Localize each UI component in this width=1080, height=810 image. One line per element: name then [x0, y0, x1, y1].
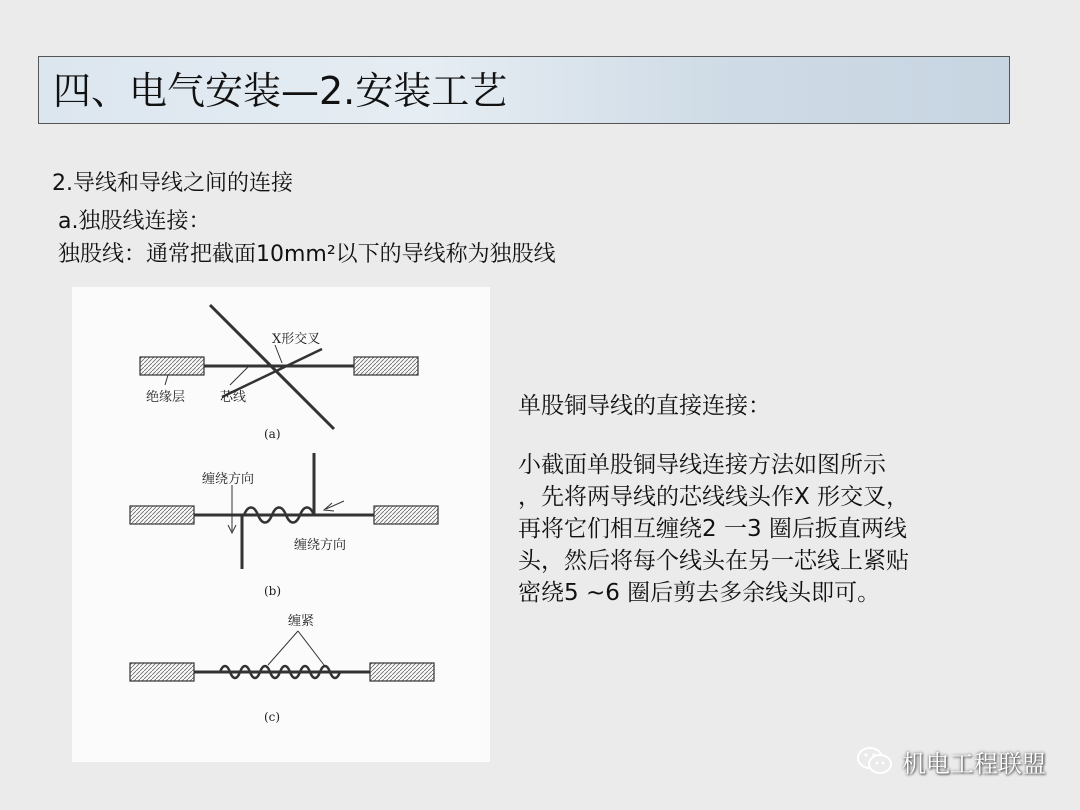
insulation-right-c	[370, 663, 434, 681]
description-line-4: 头，然后将每个线头在另一芯线上紧贴	[518, 548, 909, 574]
section-heading: 2.导线和导线之间的连接	[52, 171, 293, 196]
sub-heading: a.独股线连接：	[58, 209, 211, 234]
definition-text: 独股线：通常把截面10mm²以下的导线称为独股线	[58, 242, 556, 267]
label-insulation: 绝缘层	[146, 390, 186, 405]
label-wind-dir-1: 缠绕方向	[202, 472, 255, 487]
watermark-text: 机电工程联盟	[902, 749, 1046, 778]
caption-c: (c)	[264, 710, 281, 724]
wire-connection-figure	[72, 287, 490, 762]
slide-title: 四、电气安装—2.安装工艺	[53, 69, 508, 113]
watermark	[856, 743, 1046, 779]
title-bar	[38, 56, 1010, 124]
insulation-left-a	[140, 357, 204, 375]
description-heading: 单股铜导线的直接连接：	[518, 393, 771, 419]
diagram-a	[140, 305, 418, 441]
wechat-icon	[856, 745, 894, 777]
label-tighten: 缠紧	[288, 614, 315, 629]
diagram-c	[130, 613, 434, 724]
insulation-right-b	[374, 506, 438, 524]
caption-b: (b)	[264, 584, 282, 598]
diagram-b	[130, 453, 438, 598]
description-line-1: 小截面单股铜导线连接方法如图所示	[518, 452, 886, 478]
label-wind-dir-2: 缠绕方向	[294, 538, 347, 553]
insulation-left-b	[130, 506, 194, 524]
label-core: 芯线	[220, 390, 247, 405]
description-line-2: ，先将两导线的芯线线头作X 形交叉，	[518, 484, 910, 510]
insulation-left-c	[130, 663, 194, 681]
insulation-right-a	[354, 357, 418, 375]
wire-diagram	[72, 287, 490, 762]
label-x-cross: X形交叉	[272, 332, 321, 347]
leader-x-cross	[275, 345, 282, 363]
caption-a: (a)	[264, 427, 281, 441]
description-line-3: 再将它们相互缠绕2 一3 圈后扳直两线	[518, 516, 907, 542]
description-line-5: 密绕5 ~6 圈后剪去多余线头即可。	[518, 580, 881, 606]
